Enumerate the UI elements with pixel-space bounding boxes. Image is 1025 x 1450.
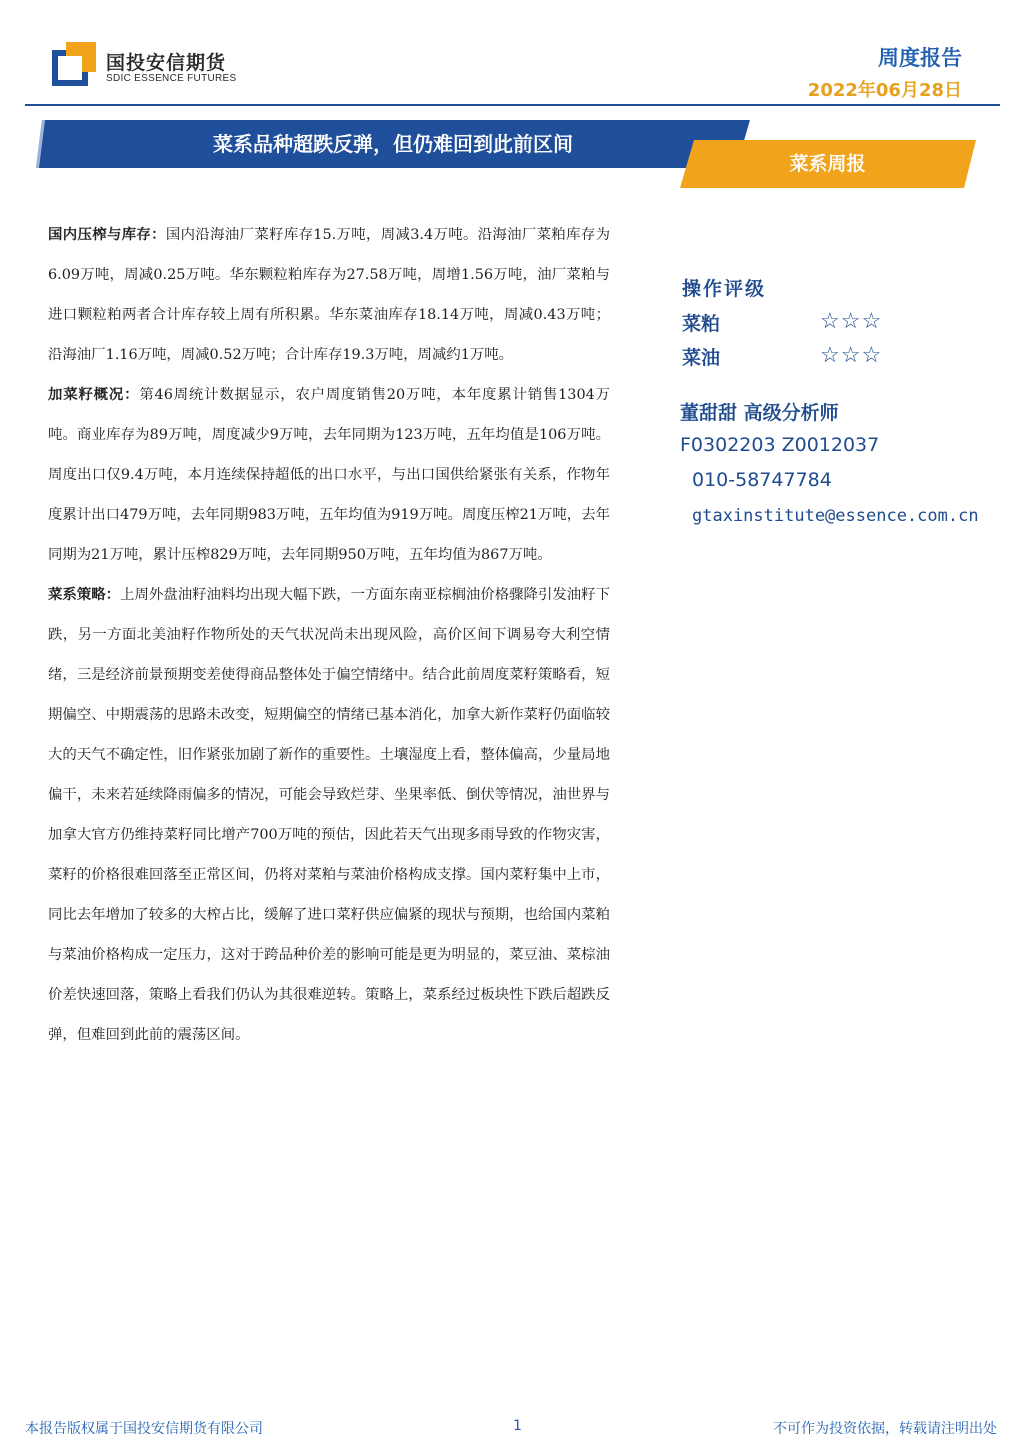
logo-english-name: SDIC ESSENCE FUTURES	[106, 73, 237, 84]
report-body	[48, 215, 610, 1055]
footer-disclaimer: 不可作为投资依据，转载请注明出处	[773, 1421, 997, 1437]
header-divider	[25, 104, 1000, 106]
star-rating-icon: ☆☆☆	[820, 343, 883, 368]
logo-chinese-name: 国投安信期货	[106, 52, 227, 74]
paragraph-text: 上周外盘油籽油料均出现大幅下跌，一方面东南亚棕榈油价格骤降引发油籽下跌，另一方面北美油籽作物所处的天气状况尚未出现风险，高价区间下调易夸大利空情绪，三是经济前景预期变差使得商品整体处于偏空情绪中。结合此前周度菜籽策略看，短期偏空、中期震荡的思路未改变，短期偏空的情绪已基本消化，加拿大新作菜籽仍面临较大的天气不确定性，旧作紧张加剧了新作的重要性。土壤湿度上看，整体偏高，少量局地偏干，未来若延续降雨偏多的情况，可能会导致烂芽、坐果率低、倒伏等情况，油世界与加拿大官方仍维持菜籽同比增产700万吨的预估，因此若天气出现多雨导致的作物灾害，菜籽的价格很难回落至正常区间，仍将对菜粕与菜油价格构成支撑。国内菜籽集中上市，同比去年增加了较多的大榨占比，缓解了进口菜籽供应偏紧的现状与预期，也给国内菜粕与菜油价格构成一定压力，这对于跨品种价差的影响可能是更为明显的，菜豆油、菜棕油价差快速回落，策略上看我们仍认为其很难逆转。策略上，菜系经过板块性下跌后超跌反弹，但难回到此前的震荡区间。	[48, 587, 610, 1043]
report-title: 菜系品种超跌反弹，但仍难回到此前区间	[213, 132, 573, 156]
rating-item-label: 菜粕	[682, 313, 721, 335]
star-rating-icon: ☆☆☆	[820, 309, 883, 334]
paragraph-text: 第46周统计数据显示，农户周度销售20万吨，本年度累计销售1304万吨。商业库存为89万吨，周度减少9万吨，去年同期为123万吨，五年均值是106万吨。周度出口仅9.4万吨，本月连续保持超低的出口水平，与出口国供给紧张有关系，作物年度累计出口479万吨，去年同期983万吨，五年均值为919万吨。周度压榨21万吨，去年同期为21万吨，累计压榨829万吨，去年同期950万吨，五年均值为867万吨。	[48, 387, 610, 563]
paragraph-canola-overview	[48, 375, 610, 575]
analyst-certificate: F0302203 Z0012037	[680, 434, 880, 456]
paragraph-inventory	[48, 215, 610, 375]
document-type: 周度报告	[878, 46, 962, 70]
rating-row-rapeseed-oil	[682, 343, 902, 373]
analyst-name: 董甜甜 高级分析师	[680, 402, 839, 424]
logo-mark-icon	[52, 42, 96, 86]
rating-row-rapeseed-meal	[682, 309, 902, 339]
paragraph-heading: 国内压榨与库存：	[48, 226, 166, 243]
page-number: 1	[513, 1418, 522, 1434]
company-logo	[52, 42, 237, 90]
rating-title: 操作评级	[682, 278, 767, 300]
analyst-phone: 010-58747784	[692, 469, 832, 491]
document-date: 2022年06月28日	[807, 80, 962, 101]
paragraph-text: 国内沿海油厂菜籽库存15.万吨，周减3.4万吨。沿海油厂菜粕库存为6.09万吨，周减0.25万吨。华东颗粒粕库存为27.58万吨，周增1.56万吨，油厂菜粕与进口颗粒粕两者合计库存较上周有所积累。华东菜油库存18.14万吨，周减0.43万吨；沿海油厂1.16万吨，周减0.52万吨；合计库存19.3万吨，周减约1万吨。	[48, 227, 610, 363]
paragraph-strategy	[48, 575, 610, 1055]
section-label: 菜系周报	[789, 153, 866, 175]
paragraph-heading: 菜系策略：	[48, 586, 121, 603]
paragraph-heading: 加菜籽概况：	[48, 386, 140, 403]
rating-item-label: 菜油	[682, 347, 721, 369]
analyst-email[interactable]: gtaxinstitute@essence.com.cn	[692, 506, 979, 526]
footer-copyright: 本报告版权属于国投安信期货有限公司	[25, 1421, 263, 1437]
